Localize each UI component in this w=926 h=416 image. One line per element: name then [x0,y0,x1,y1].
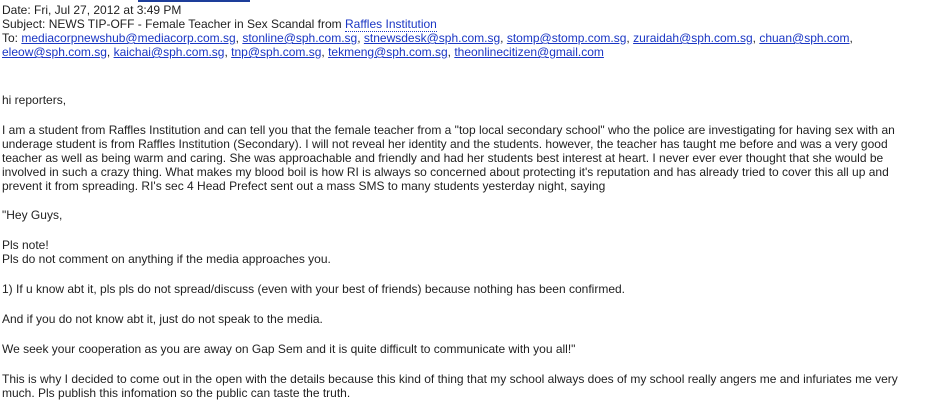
to-line: To: mediacorpnewshub@mediacorp.com.sg, stonline@sph.com.sg, stnewsdesk@sph.com.sg, stomp@stomp.com.sg, zuraidah@sph.com.sg, chuan@sph.com, eleow@sph.com.sg, kaichai@sph.com.sg, tnp@sph.com.sg, tekmeng@sph.com.sg, theonlinecitizen@gmail.com [2,31,853,59]
header-top-rule [138,0,250,2]
date-line: Date: Fri, Jul 27, 2012 at 3:49 PM [2,3,182,17]
greeting: hi reporters, [2,93,67,107]
recipient-email-link[interactable]: zuraidah@sph.com.sg [633,31,753,45]
body-paragraph: I am a student from Raffles Institution and can tell you that the female teacher from a "top local secondary school" who the police are investigating for having sex with an underage student is from Raffles Institution (Secondary). I will not reveal her identity and the students. however, the teacher has taught me before and was a very good teacher as well as being warm and caring. She was approachable and friendly and had her students best interest at heart. I never ever ever thought that she would be involved in such a crazy thing. What makes my blood boil is how RI is always so concerned about protecting it's reputation and has already tried to cover this all up and prevent it from spreading. RI's sec 4 Head Prefect sent out a mass SMS to many students yesterday night, saying [2,123,895,193]
to-label: To: [2,31,19,45]
subject-org-link[interactable]: Raffles Institution [345,17,437,31]
quote-line-no-comment: Pls do not comment on anything if the media approaches you. [2,252,331,266]
recipient-email-link[interactable]: kaichai@sph.com.sg [113,45,225,59]
recipient-email-link[interactable]: stonline@sph.com.sg [242,31,358,45]
recipient-email-link[interactable]: mediacorpnewshub@mediacorp.com.sg [21,31,236,45]
quote-line-pls-note: Pls note! [2,238,49,252]
recipient-email-link[interactable]: stomp@stomp.com.sg [506,31,627,45]
subject-text: Subject: NEWS TIP-OFF - Female Teacher in Sex Scandal from [2,17,346,31]
recipient-email-link[interactable]: stnewsdesk@sph.com.sg [363,31,501,45]
recipient-email-link[interactable]: chuan@sph.com [759,31,850,45]
recipient-email-link[interactable]: tnp@sph.com.sg [231,45,322,59]
quote-line-dont-know: And if you do not know abt it, just do not speak to the media. [2,312,323,326]
email-body [2,93,920,400]
recipient-email-link[interactable]: tekmeng@sph.com.sg [328,45,448,59]
quote-opening: "Hey Guys, [2,208,63,222]
recipient-email-link[interactable]: theonlinecitizen@gmail.com [454,45,604,59]
quote-line-cooperation: We seek your cooperation as you are away on Gap Sem and it is quite difficult to communicate with you all!" [2,342,576,356]
email-header [2,3,922,59]
subject-line [2,17,922,31]
recipient-email-link[interactable]: eleow@sph.com.sg [2,45,107,59]
closing-paragraph: This is why I decided to come out in the open with the details because this kind of thing that my school always does of my school really angers me and infuriates me very much. Pls publish this infomation so the public can taste the truth. [2,372,898,400]
quote-point-1: 1) If u know abt it, pls pls do not spread/discuss (even with your best of friends) because nothing has been confirmed. [2,282,626,296]
